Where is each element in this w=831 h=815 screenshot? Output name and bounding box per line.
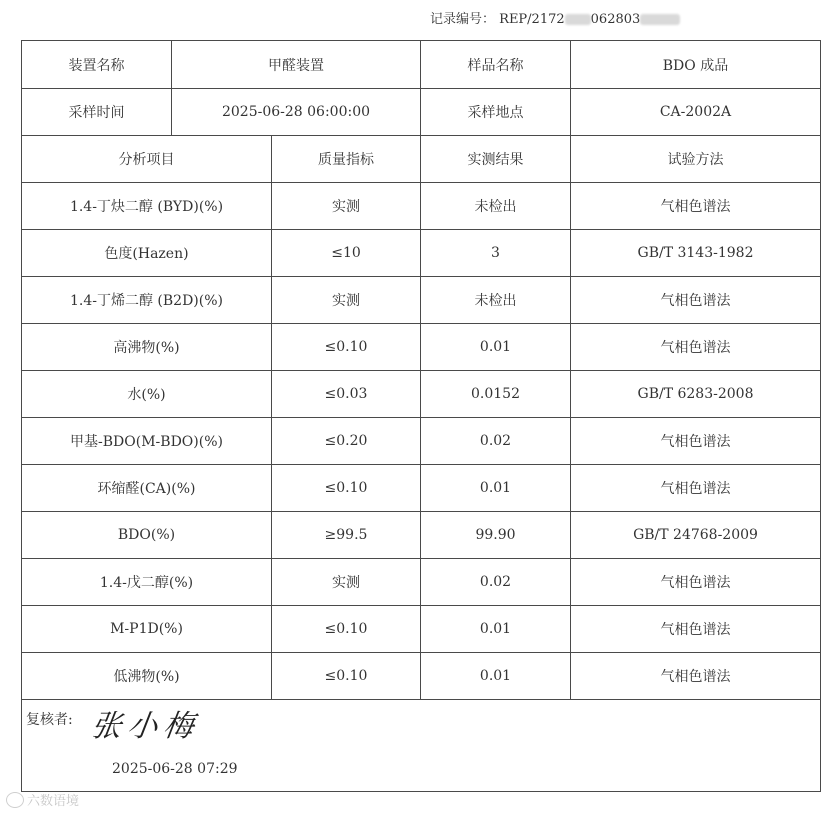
time-label: 采样时间 (22, 88, 172, 135)
cell-method: GB/T 3143-1982 (637, 244, 754, 261)
record-number-prefix: REP/2172 (499, 12, 565, 27)
device-label: 装置名称 (22, 41, 172, 88)
watermark (6, 790, 79, 809)
cell-method: GB/T 24768-2009 (633, 526, 758, 543)
cell-item: 高沸物(%) (22, 323, 272, 370)
column-header-method: 试验方法 (667, 151, 724, 168)
table-row (22, 605, 820, 653)
device-value: 甲醛装置 (172, 41, 421, 88)
cell-spec: ≤0.10 (272, 323, 421, 370)
cell-result: 99.90 (421, 511, 571, 558)
report-sheet (21, 40, 821, 792)
cell-item: M-P1D(%) (22, 605, 272, 652)
record-number (430, 8, 680, 27)
cell-item: BDO(%) (22, 511, 272, 558)
table-row (22, 511, 820, 559)
reviewer-signature: 张小梅 (89, 709, 202, 744)
cell-spec: ≤0.03 (272, 370, 421, 417)
cell-spec: ≤0.10 (272, 464, 421, 511)
watermark-logo-icon (6, 792, 24, 808)
cell-spec: ≤0.20 (272, 417, 421, 464)
cell-result: 0.01 (421, 323, 571, 370)
table-row (22, 652, 820, 700)
cell-method: 气相色谱法 (660, 198, 731, 215)
cell-spec: ≤0.10 (272, 652, 421, 699)
cell-method: 气相色谱法 (660, 574, 731, 591)
cell-result: 3 (421, 229, 571, 276)
watermark-text: 六数语境 (27, 794, 80, 809)
column-header-item: 分析项目 (22, 135, 272, 182)
cell-method: 气相色谱法 (660, 292, 731, 309)
cell-result: 未检出 (421, 276, 571, 323)
cell-item: 1.4-戊二醇(%) (22, 558, 272, 605)
cell-item: 1.4-丁炔二醇 (BYD)(%) (22, 182, 272, 229)
record-number-label: 记录编号： (430, 12, 496, 27)
table-row (22, 464, 820, 512)
sample-label: 样品名称 (421, 41, 571, 88)
cell-item: 1.4-丁烯二醇 (B2D)(%) (22, 276, 272, 323)
column-header-spec: 质量指标 (272, 135, 421, 182)
info-row-device (22, 41, 820, 89)
cell-method: 气相色谱法 (660, 668, 731, 685)
table-row (22, 370, 820, 418)
cell-result: 0.02 (421, 417, 571, 464)
cell-result: 0.02 (421, 558, 571, 605)
cell-item: 环缩醛(CA)(%) (22, 464, 272, 511)
cell-method: 气相色谱法 (660, 480, 731, 497)
cell-method: GB/T 6283-2008 (637, 385, 754, 402)
info-row-time (22, 88, 820, 136)
cell-item: 水(%) (22, 370, 272, 417)
location-value: CA-2002A (659, 103, 732, 120)
cell-method: 气相色谱法 (660, 339, 731, 356)
cell-method: 气相色谱法 (660, 433, 731, 450)
cell-item: 甲基-BDO(M-BDO)(%) (22, 417, 272, 464)
cell-spec: 实测 (272, 182, 421, 229)
sample-value: BDO 成品 (662, 57, 729, 74)
cell-spec: 实测 (272, 276, 421, 323)
table-row (22, 182, 820, 230)
cell-spec: ≤10 (272, 229, 421, 276)
review-time: 2025-06-28 07:29 (112, 761, 238, 777)
cell-result: 未检出 (421, 182, 571, 229)
table-row (22, 323, 820, 371)
table-row (22, 417, 820, 465)
table-row (22, 276, 820, 324)
cell-item: 低沸物(%) (22, 652, 272, 699)
cell-spec: ≥99.5 (272, 511, 421, 558)
table-row (22, 229, 820, 277)
cell-method: 气相色谱法 (660, 621, 731, 638)
redaction-blur (640, 14, 680, 25)
cell-spec: ≤0.10 (272, 605, 421, 652)
time-value: 2025-06-28 06:00:00 (172, 88, 421, 135)
table-header-row (22, 135, 820, 183)
cell-result: 0.01 (421, 652, 571, 699)
location-label: 采样地点 (421, 88, 571, 135)
cell-result: 0.0152 (421, 370, 571, 417)
cell-item: 色度(Hazen) (22, 229, 272, 276)
redaction-blur (565, 14, 591, 25)
reviewer-label: 复核者: (26, 712, 73, 728)
cell-result: 0.01 (421, 605, 571, 652)
cell-spec: 实测 (272, 558, 421, 605)
record-number-suffix: 062803 (590, 12, 641, 27)
column-header-result: 实测结果 (421, 135, 571, 182)
table-row (22, 558, 820, 606)
cell-result: 0.01 (421, 464, 571, 511)
